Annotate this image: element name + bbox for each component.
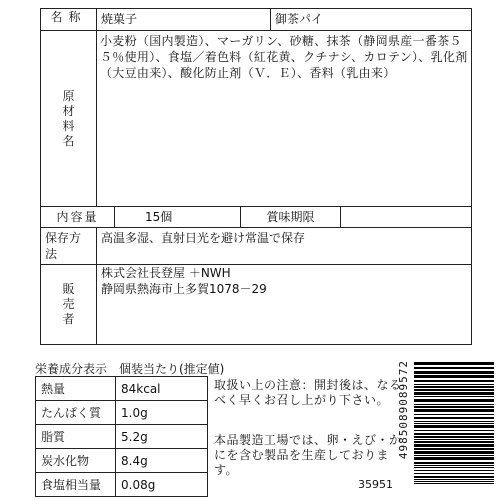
barcode-bar [414,423,494,424]
storage-header: 保存方法 [41,228,97,265]
handling-notice: 取扱い上の注意：開封後は、なるべく早くお召し上がり下さい。 [214,378,402,407]
barcode-bar [414,457,494,460]
seller-info [97,265,472,345]
barcode-bar [414,479,494,480]
nutrition-row [36,401,208,425]
barcode-bar [414,483,494,484]
nutrient-value: 5.2g [116,425,208,449]
barcode-bar [414,436,494,438]
quantity-header: 内容量 [41,207,115,228]
storage-value: 高温多湿、直射日光を避け常温で保存 [97,228,472,265]
nutrient-value: 84kcal [116,377,208,401]
barcode-bar [414,409,494,412]
barcode-bar [414,375,494,378]
barcode-digits [396,360,412,488]
barcode-bar [414,399,494,402]
barcode-number: 4985089089572 [397,360,410,460]
barcode-bar [414,430,494,431]
barcode-bar [414,481,494,482]
product-label-table [40,8,472,345]
nutrient-value: 8.4g [116,449,208,473]
barcode-bar [414,392,494,395]
nutrient-name: 熱量 [36,377,116,401]
barcode-bar [414,396,494,397]
barcode-bar [414,414,494,415]
barcode-bar [414,371,494,374]
nutrition-row [36,377,208,401]
barcode-bar [414,476,494,478]
nutrition-row [36,449,208,473]
barcode-bar [414,433,494,435]
barcode-bar [414,439,494,440]
nutrient-name: 脂質 [36,425,116,449]
allergen-note: 本品製造工場では、卵・えび・かにを含む製品を生産しております。 [214,433,402,477]
barcode-bar [414,384,494,385]
barcode-bar [414,417,494,419]
barcode-icon [414,360,494,488]
barcode-bar [414,404,494,405]
ingredients-list: 小麦粉（国内製造）、マーガリン、砂糖、抹茶（静岡県産一番茶５５％使用）、食塩／着色料（紅花黄、クチナシ、カロテン）、乳化剤（大豆由来）、酸化防止剤（Ｖ．Ｅ）、香料（乳由来） [97,31,472,207]
nutrient-value: 0.08g [116,473,208,497]
barcode-bar [414,462,494,464]
nutrition-row [36,473,208,497]
barcode-bar [414,448,494,450]
nutrient-name: たんぱく質 [36,401,116,425]
ingredients-header-cell [41,31,97,207]
barcode-bar [414,389,494,391]
barcode-bar [414,465,494,466]
seller-company: 株式会社長登屋 ＋NWH [101,266,231,280]
seller-address: 静岡県熱海市上多賀1078－29 [101,282,267,296]
barcode-bar [414,455,494,456]
nutrition-row [36,425,208,449]
barcode-bar [414,406,494,408]
barcode-bar [414,425,494,428]
seller-header-cell [41,265,97,345]
product-code: 35951 [358,478,393,491]
quantity-value: 15個 [115,207,241,228]
barcode-bar [414,451,494,454]
barcode-bar [414,380,494,382]
barcode-bar [414,470,494,471]
best-before-value [341,207,472,228]
barcode-bar [414,467,494,468]
barcode-bar [414,362,494,365]
nutrition-table [35,376,208,497]
barcode-bar [414,441,494,443]
barcode-bar [414,444,494,447]
name-value: 焼菓子 [97,9,271,31]
nutrition-title: 栄養成分表示 個装当たり(推定値) [35,362,225,376]
nutrient-value: 1.0g [116,401,208,425]
barcode-bar [414,421,494,422]
barcode-bar [414,473,494,474]
nutrient-name: 食塩相当量 [36,473,116,497]
nutrient-name: 炭水化物 [36,449,116,473]
barcode-bar [414,367,494,369]
name-header: 名称 [41,9,97,31]
ingredients-header: 原材料名 [62,88,75,148]
best-before-header: 賞味期限 [241,207,341,228]
seller-header: 販売者 [62,282,75,326]
product-name: 御茶パイ [271,9,472,31]
barcode-bar [414,386,494,388]
